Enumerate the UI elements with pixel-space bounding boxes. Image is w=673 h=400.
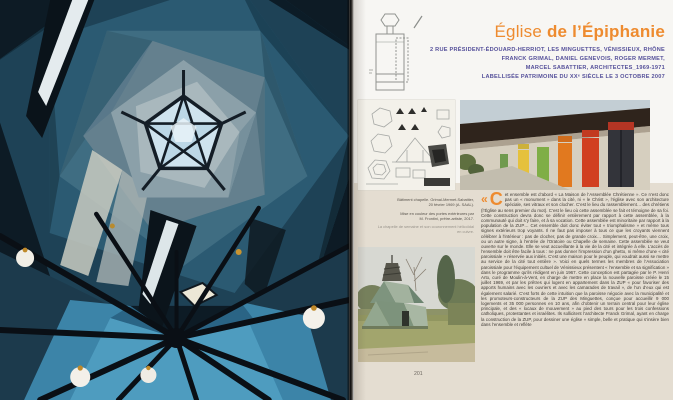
page-gutter (347, 0, 354, 400)
subtitle-line-address: 2 RUE PRÉSIDENT-ÉDOUARD-HERRIOT, LES MINGUETTES, VÉNISSIEUX, RHÔNE (430, 47, 665, 53)
photo-caption-block (360, 197, 474, 238)
strut-hub (166, 328, 186, 348)
subtitle-line-architects-2: MARCEL SABATTIER, ARCHITECTES_1969-1971 (525, 64, 665, 71)
title-bold: de l’Épiphanie (546, 22, 665, 41)
open-quote-mark: « (481, 192, 488, 206)
building-subtitle (365, 46, 665, 82)
right-page (354, 0, 673, 400)
chapel-photo (358, 247, 475, 362)
page-title (365, 22, 665, 42)
caption-credit-1: Bâtiment chapelle. Grimal-Mermet-Sabattier, 20 février 1969 (A. SAAL). (397, 197, 474, 208)
title-regular: Église (494, 22, 547, 41)
subtitle-line-architects-1: FRANCK GRIMAL, DANIEL GENEVOIS, ROGER MERMET, (501, 55, 665, 62)
subtitle-line-label: LABELLISÉE PATRIMOINE DU XXᵉ SIÈCLE LE 3 OCTOBRE 2007 (481, 73, 665, 80)
caption-credit-2: Mise en couleur des portes extérieures par M. Frontini, prêtre-artiste, 2017. (400, 210, 474, 221)
page-number: 201 (414, 371, 423, 377)
quote-body-text: et ensemble est d’abord « La Maison de l’Assemblée Chrétienne ». Ce n’est donc pas un « monument » dans la cité, ni « le Christ », l’église avec son architecture spéciale, ses vitraux et son clocher. C’est le lieu du rassemblement… des chrétiens (l’Église au sens premier du mot). C’est le lieu où cette assemblée se fait et témoigne de sa foi. Cette construction devra donc se définir entièrement par rapport à cette assemblée, à la communauté qui doit s’y faire, et à sa vocation. Cette assemblée est minoritaire par rapport à la population de la ZUP… Cet ensemble doit donc éviter tout « triomphalisme » et même tous signes extérieurs trop voyants. Il ne faut pas imposer à tous ce que les croyants viennent célébrer à l’intérieur : pas de clocher, pas de grande croix… Simplement, peut-être, une croix, ou un autre signe, à l’entrée de l’Oratoire ou Chapelle de semaine. Cette assemblée se veut ouverte sur le monde. Elle se veut accueillante à la vie de la cité et intégrée à elle. L’accès de l’ensemble doit être facile à tous : ne pas donner l’impression d’un ghetto, ni même d’une « cité paroissiale » réservée aux initiés. C’est une maison pour le peuple, qui voudrait aussi se mettre au service de la cité tout entière ». Voici en quels termes les membres de l’Association paroissiale pour l’équipement cultuel de Vénissieux présentent « l’ensemble et sa signification » dans le programme qu’ils rédigent en juin 1967. Cette conception est partagée par le P. Henri Arto, curé de Moulin-à-Vent, en charge de mettre en place la nouvelle paroisse créée le 15 juillet 1969, et par les prêtres qui logent en appartement dans la ZUP « pour favoriser des apports humains avec les ouvriers et avec les camarades de travail », de l’un d’eux qui est également salarié. C’est forts de cette intuition que la paroisse négocie avec la municipalité et les promoteurs-constructeurs de la ZUP des Minguettes, conçue pour accueillir 9 000 logements et 35 000 personnes en 10 ans, afin d’obtenir un terrain central pour leur église principale, et des « locaux de mouvement » au pied des tours pour les trois confessions catholiques, protestantes et israélites. Ils sollicitent l’architecte Franck Grimal, ayant en charge la construction de la ZUP, pour dessiner une église « simple, belle et pratique qui s’insère bien dans l’ensemble et reflète (481, 192, 669, 327)
quote-text-column (481, 192, 669, 366)
architect-sketch-image (358, 100, 455, 190)
facade-photo (460, 100, 650, 190)
title-block (365, 22, 665, 82)
drop-cap: C (489, 192, 503, 209)
caption-description: La chapelle de semaine et son couronnement hélicoïdal en cuivre. (377, 224, 474, 235)
